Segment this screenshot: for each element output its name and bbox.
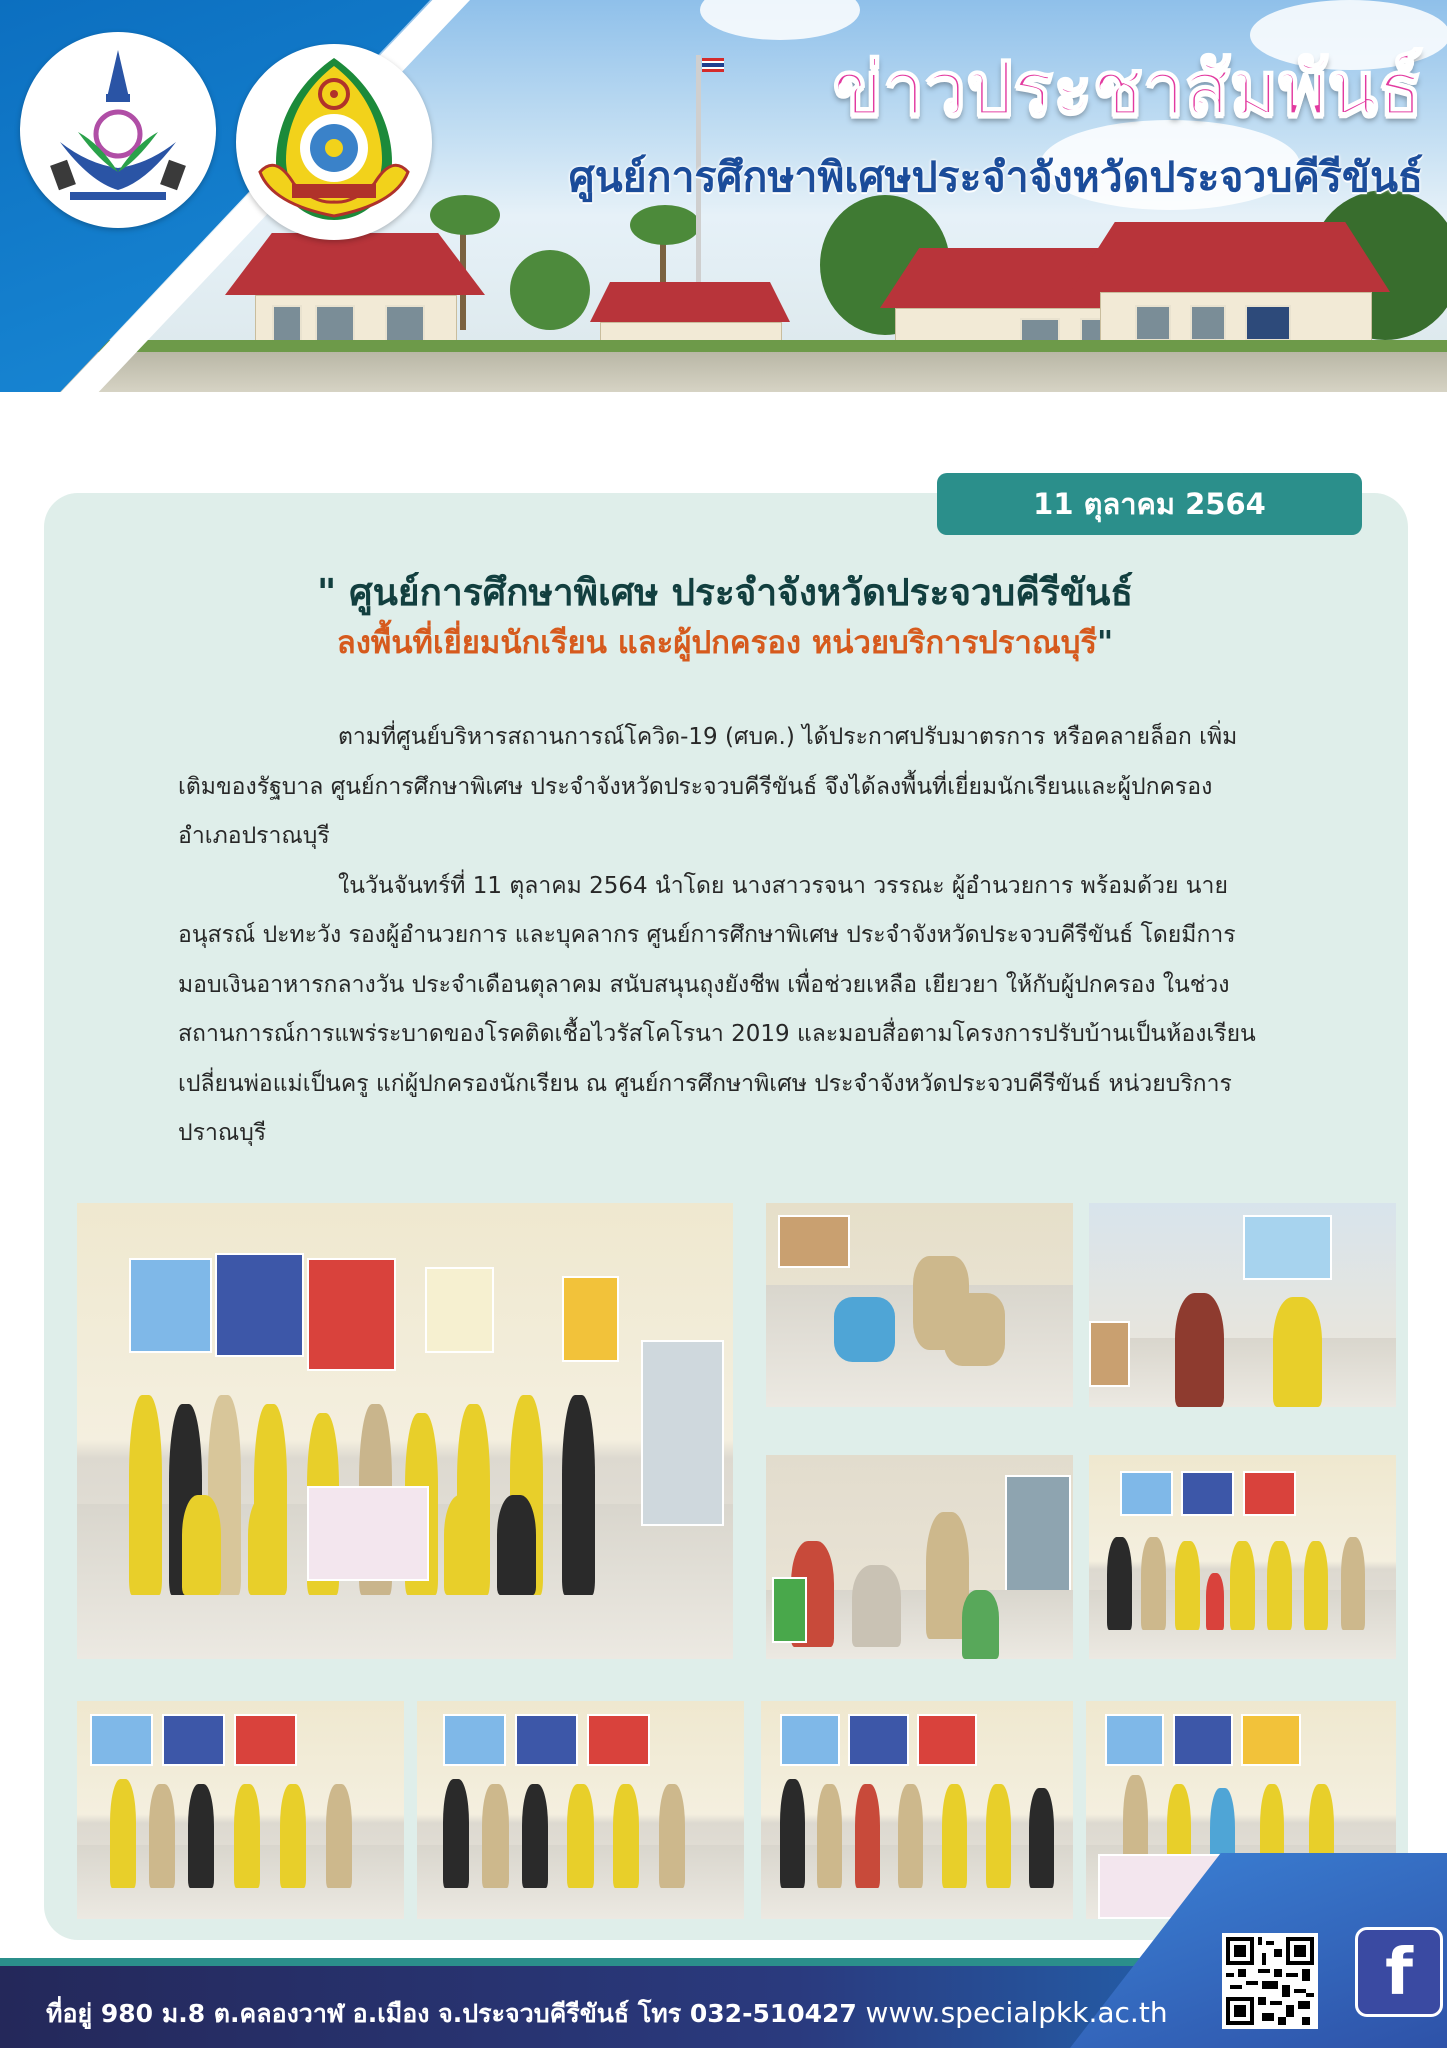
poster bbox=[917, 1714, 977, 1766]
person bbox=[659, 1784, 685, 1889]
building-window bbox=[1135, 305, 1171, 341]
photo-group-5 bbox=[761, 1701, 1073, 1919]
floor bbox=[1089, 1338, 1396, 1407]
person-kneeling bbox=[444, 1495, 483, 1595]
parent-seated bbox=[834, 1297, 895, 1362]
date-badge: 11 ตุลาคม 2564 bbox=[937, 473, 1362, 535]
headline-line-1: " ศูนย์การศึกษาพิเศษ ประจำจังหวัดประจวบคีรีขันธ์ bbox=[316, 571, 1134, 614]
poster bbox=[1243, 1471, 1296, 1516]
photo-group-main bbox=[77, 1203, 733, 1659]
poster bbox=[1241, 1714, 1301, 1766]
person-kneeling bbox=[182, 1495, 221, 1595]
chair bbox=[772, 1577, 807, 1642]
website-link[interactable]: www.specialpkk.ac.th bbox=[865, 1996, 1168, 2029]
person-kneeling bbox=[248, 1495, 287, 1595]
person bbox=[942, 1784, 967, 1889]
person bbox=[1267, 1541, 1292, 1631]
school-sign bbox=[1245, 305, 1291, 341]
poster bbox=[587, 1714, 650, 1766]
palm-tree bbox=[430, 195, 500, 235]
poster bbox=[215, 1253, 304, 1357]
person bbox=[188, 1784, 214, 1889]
person bbox=[1230, 1541, 1255, 1631]
qr-code-pattern bbox=[1226, 1937, 1314, 2025]
qr-code-icon[interactable] bbox=[1222, 1933, 1318, 2029]
photo-group-2 bbox=[1089, 1455, 1396, 1659]
poster bbox=[1120, 1471, 1173, 1516]
person bbox=[1175, 1541, 1200, 1631]
dharma-wheel-flower-icon bbox=[236, 44, 432, 240]
person bbox=[1175, 1293, 1224, 1407]
poster bbox=[1105, 1714, 1165, 1766]
article-paragraph-2: ในวันจันทร์ที่ 11 ตุลาคม 2564 นำโดย นางสาวรจนา วรรณะ ผู้อำนวยการ พร้อมด้วย นายอนุสรณ์ ปะทะวัง รองผู้อำนวยการ และบุคลากร ศูนย์การศึกษาพิเศษ ประจำจังหวัดประจวบคีรีขันธ์ โดยมีการมอบเงินอาหารกลางวัน ประจำเดือนตุลาคม สนับสนุนถุงยังชีพ เพื่อช่วยเหลือ เยียวยา ให้กับผู้ปกครอง ในช่วงสถานการณ์การแพร่ระบาดของโรคติดเชื้อไวรัสโคโรนา 2019 และมอบสื่อตามโครงการปรับบ้านเป็นห้องเรียน เปลี่ยนพ่อแม่เป็นครู แก่ผู้ปกครองนักเรียน ณ ศูนย์การศึกษาพิเศษ ประจำจังหวัดประจวบคีรีขันธ์ หน่วยบริการปราณบุรี bbox=[178, 872, 1256, 1146]
photo-group-3 bbox=[77, 1701, 404, 1919]
headline-line-2 bbox=[60, 620, 1390, 666]
page-title: ข่าวประชาสัมพันธ์ bbox=[832, 46, 1423, 132]
poster bbox=[562, 1276, 618, 1362]
headline-line-2-text: ลงพื้นที่เยี่ยมนักเรียน และผู้ปกครอง หน่วยบริการปราณบุรี bbox=[336, 625, 1098, 661]
person bbox=[482, 1784, 508, 1889]
person bbox=[234, 1784, 260, 1889]
headline-close-quote: " bbox=[1097, 625, 1114, 661]
person bbox=[280, 1784, 306, 1889]
person bbox=[1029, 1788, 1054, 1888]
header-banner bbox=[0, 0, 1447, 392]
person bbox=[613, 1784, 639, 1889]
person bbox=[129, 1395, 162, 1596]
person bbox=[817, 1784, 842, 1889]
person bbox=[1341, 1537, 1366, 1631]
person bbox=[567, 1784, 593, 1889]
window bbox=[1243, 1215, 1333, 1280]
photo-group-4 bbox=[417, 1701, 744, 1919]
poster bbox=[90, 1714, 153, 1766]
person bbox=[855, 1784, 880, 1889]
building-roof bbox=[590, 282, 790, 322]
poster bbox=[443, 1714, 506, 1766]
child bbox=[1206, 1573, 1224, 1630]
poster bbox=[162, 1714, 225, 1766]
shelf bbox=[641, 1340, 724, 1526]
article-headline bbox=[60, 566, 1390, 666]
ground bbox=[0, 352, 1447, 392]
boxes bbox=[778, 1215, 850, 1268]
special-education-center-logo bbox=[236, 44, 432, 240]
person bbox=[326, 1784, 352, 1889]
facebook-icon[interactable]: f bbox=[1355, 1927, 1443, 2017]
tree bbox=[510, 250, 590, 330]
poster bbox=[1181, 1471, 1234, 1516]
thai-flag-icon bbox=[702, 58, 724, 72]
person bbox=[522, 1784, 548, 1889]
poster bbox=[515, 1714, 578, 1766]
person bbox=[443, 1779, 469, 1888]
person bbox=[780, 1779, 805, 1888]
person bbox=[149, 1784, 175, 1889]
person bbox=[110, 1779, 136, 1888]
gift-bags bbox=[307, 1486, 429, 1581]
building-window bbox=[272, 305, 302, 343]
poster bbox=[307, 1258, 396, 1371]
person bbox=[1273, 1297, 1322, 1407]
palm-tree bbox=[630, 205, 700, 245]
page-subtitle: ศูนย์การศึกษาพิเศษประจำจังหวัดประจวบคีรีขันธ์ bbox=[568, 153, 1423, 201]
special-education-office-logo bbox=[20, 32, 216, 228]
poster bbox=[780, 1714, 840, 1766]
footer-address bbox=[46, 1990, 1168, 2037]
article-body bbox=[178, 713, 1258, 1159]
address-text: ที่อยู่ 980 ม.8 ต.คลองวาฬ อ.เมือง จ.ประจวบคีรีขันธ์ โทร 032-510427 bbox=[46, 1999, 857, 2028]
building-window bbox=[1190, 305, 1226, 341]
staff-member bbox=[944, 1293, 1005, 1366]
article-paragraph-1: ตามที่ศูนย์บริหารสถานการณ์โควิด-19 (ศบค.) ได้ประกาศปรับมาตรการ หรือคลายล็อก เพิ่มเติมของรัฐบาล ศูนย์การศึกษาพิเศษ ประจำจังหวัดประจวบคีรีขันธ์ จึงได้ลงพื้นที่เยี่ยมนักเรียนและผู้ปกครอง อำเภอปราณบุรี bbox=[178, 724, 1238, 849]
poster bbox=[425, 1267, 495, 1353]
person bbox=[986, 1784, 1011, 1889]
person bbox=[1141, 1537, 1166, 1631]
poster bbox=[848, 1714, 908, 1766]
building-roof bbox=[1070, 222, 1390, 292]
person bbox=[898, 1784, 923, 1889]
person bbox=[1107, 1537, 1132, 1631]
photo-home-visit-3 bbox=[766, 1455, 1073, 1659]
poster bbox=[129, 1258, 212, 1353]
person bbox=[1304, 1541, 1329, 1631]
photo-home-visit-2 bbox=[1089, 1203, 1396, 1407]
box bbox=[1089, 1321, 1130, 1386]
person bbox=[852, 1565, 901, 1647]
child bbox=[962, 1590, 999, 1659]
photo-home-visit-1 bbox=[766, 1203, 1073, 1407]
lotus-emblem-icon bbox=[20, 32, 216, 228]
person bbox=[562, 1395, 595, 1596]
person-kneeling bbox=[497, 1495, 536, 1595]
poster bbox=[234, 1714, 297, 1766]
building-window bbox=[385, 305, 425, 343]
poster bbox=[1173, 1714, 1233, 1766]
